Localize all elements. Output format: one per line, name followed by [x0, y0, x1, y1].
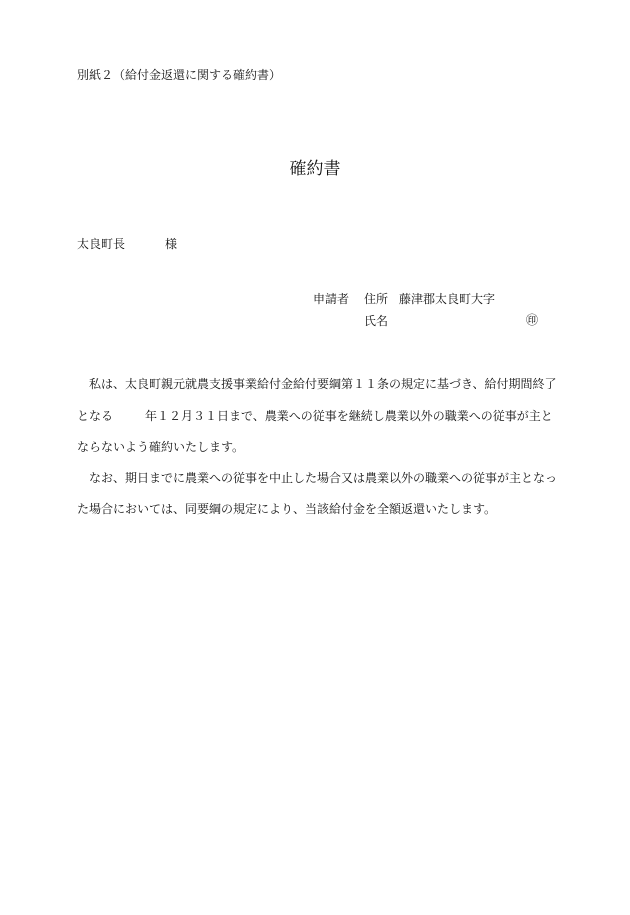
annex-label: 別紙２（給付金返還に関する確約書）: [77, 68, 282, 82]
body-text: なお、期日までに農業への従事を中止した場合又は農業以外の職業への従事が主となっ: [89, 471, 558, 485]
body-text: となる: [77, 409, 114, 423]
body-text: た場合においては、同要綱の規定により、当該給付金を全額返還いたします。: [77, 502, 497, 516]
body-text: 年１２月３１日まで、農業への従事を継続し農業以外の職業への従事が主と: [145, 409, 553, 423]
addressee-name: 太良町長: [77, 237, 126, 251]
address-value: 藤津郡太良町大字: [399, 292, 496, 306]
body-text: 私は、太良町親元就農支援事業給付金給付要綱第１１条の規定に基づき、給付期間終了: [89, 377, 557, 391]
address-label: 住所: [364, 292, 389, 306]
document-title: 確約書: [289, 159, 341, 179]
name-label: 氏名: [364, 314, 389, 328]
body-paragraph-1-line-2: [77, 409, 553, 423]
body-paragraph-1-line-1: [77, 377, 557, 391]
body-paragraph-2-line-1: [77, 471, 557, 485]
applicant-role: 申請者: [313, 292, 350, 306]
addressee-honorific: 様: [165, 237, 178, 251]
body-paragraph-2-line-2: [77, 502, 496, 516]
body-paragraph-1-line-3: [77, 440, 244, 454]
body-text: ならないよう確約いたします。: [77, 440, 245, 454]
seal-mark: ㊞: [526, 313, 539, 327]
addressee: [77, 237, 178, 251]
